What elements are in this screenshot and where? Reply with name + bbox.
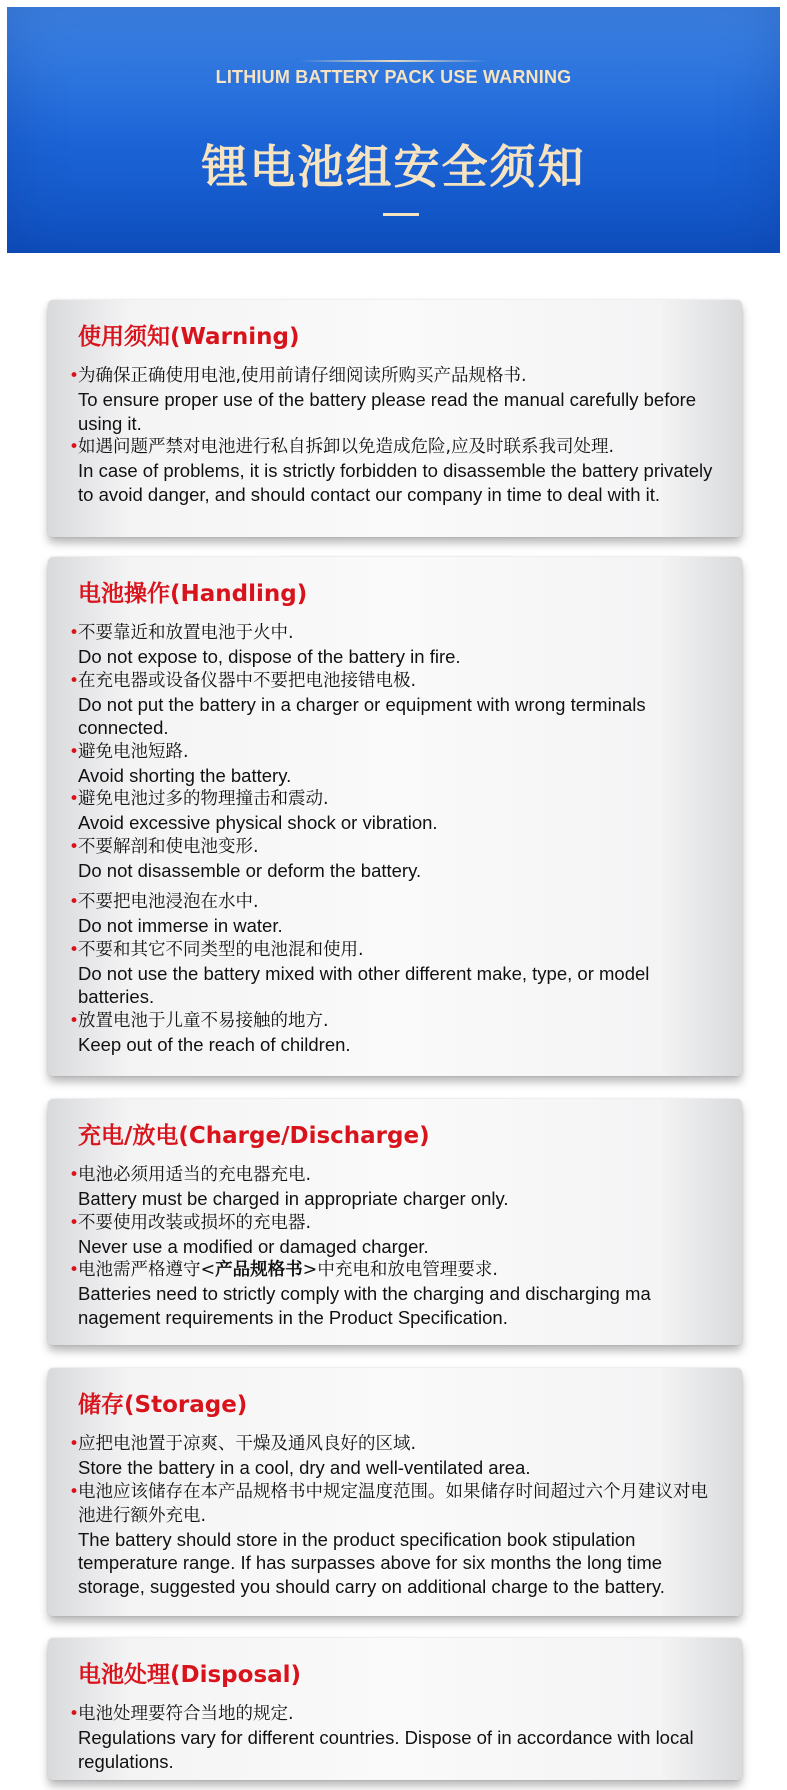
list-item bbox=[69, 1480, 724, 1599]
item-zh bbox=[78, 1258, 724, 1282]
bullet-dot: • bbox=[69, 623, 80, 643]
section-title: 电池操作(Handling) bbox=[78, 581, 308, 607]
bullet-dot: • bbox=[69, 1434, 80, 1454]
bullet-dot: • bbox=[69, 789, 80, 809]
banner-title: 锂电池组安全须知 bbox=[201, 140, 586, 194]
list-item bbox=[69, 364, 724, 435]
item-zh: 不要把电池浸泡在水中. bbox=[78, 892, 259, 912]
list-item bbox=[69, 740, 724, 788]
item-en: Regulations vary for different countries. Dispose of in accordance with local regulations. bbox=[78, 1727, 694, 1772]
subtitle-highlight-line bbox=[299, 60, 489, 62]
section-storage bbox=[48, 1368, 742, 1616]
item-zh: 避免电池过多的物理撞击和震动. bbox=[78, 789, 329, 809]
item-zh: 不要解剖和使电池变形. bbox=[78, 836, 259, 857]
bullet-dot: • bbox=[69, 366, 80, 386]
bullet-dot: • bbox=[69, 1212, 80, 1233]
list-item bbox=[69, 621, 724, 669]
item-en: Avoid excessive physical shock or vibration. bbox=[78, 812, 438, 833]
item-zh: 应把电池置于凉爽、干燥及通风良好的区域. bbox=[78, 1434, 417, 1454]
item-zh: 电池必须用适当的充电器充电. bbox=[78, 1165, 312, 1185]
item-en: Do not immerse in water. bbox=[78, 915, 283, 936]
item-zh: 避免电池短路. bbox=[78, 741, 189, 762]
list-item bbox=[69, 1702, 724, 1773]
list-item bbox=[69, 1258, 724, 1329]
bullet-dot: • bbox=[69, 1010, 80, 1031]
item-en: In case of problems, it is strictly forbidden to disassemble the battery privately to avoid danger, and should contact our company in time to deal with it. bbox=[78, 460, 713, 505]
list-item bbox=[69, 787, 724, 835]
item-en: Keep out of the reach of children. bbox=[78, 1033, 351, 1055]
item-en: Do not use the battery mixed with other different make, type, or model batteries. bbox=[78, 962, 650, 1007]
banner-subtitle: LITHIUM BATTERY PACK USE WARNING bbox=[215, 67, 572, 87]
bullet-dot: • bbox=[69, 1260, 80, 1280]
item-zh: 放置电池于儿童不易接触的地方. bbox=[78, 1010, 329, 1031]
item-zh: 如遇问题严禁对电池进行私自拆卸以免造成危险,应及时联系我司处理. bbox=[78, 437, 615, 457]
item-en: Do not put the battery in a charger or equipment with wrong terminals connected. bbox=[78, 693, 646, 738]
list-item bbox=[69, 669, 724, 740]
item-zh-part: >中充电和放电管理要求. bbox=[302, 1260, 498, 1280]
bullet-dot: • bbox=[69, 437, 80, 457]
item-zh: 不要靠近和放置电池于火中. bbox=[78, 623, 294, 643]
bullet-dot: • bbox=[69, 892, 80, 912]
item-zh: 不要使用改装或损坏的充电器. bbox=[78, 1212, 312, 1233]
list-item bbox=[69, 835, 724, 883]
item-zh: 电池应该储存在本产品规格书中规定温度范围。如果储存时间超过六个月建议对电池进行额外充电. bbox=[78, 1481, 708, 1526]
item-zh: 电池处理要符合当地的规定. bbox=[78, 1704, 294, 1724]
section-handling bbox=[48, 557, 742, 1076]
section-disposal bbox=[48, 1638, 742, 1780]
item-zh: 在充电器或设备仪器中不要把电池接错电极. bbox=[78, 670, 417, 691]
item-en: Avoid shorting the battery. bbox=[78, 764, 292, 786]
item-zh-emphasis: 产品规格书 bbox=[215, 1260, 303, 1280]
list-item bbox=[69, 890, 724, 938]
item-en: Store the battery in a cool, dry and well-ventilated area. bbox=[78, 1457, 531, 1478]
item-zh-part: 电池需严格遵守< bbox=[78, 1260, 216, 1280]
list-item bbox=[69, 1163, 724, 1211]
item-zh: 不要和其它不同类型的电池混和使用. bbox=[78, 939, 364, 960]
bullet-dot: • bbox=[69, 939, 80, 960]
item-zh: 为确保正确使用电池,使用前请仔细阅读所购买产品规格书. bbox=[78, 366, 527, 386]
item-en: Battery must be charged in appropriate charger only. bbox=[78, 1188, 509, 1209]
bullet-dot: • bbox=[69, 836, 80, 857]
list-item bbox=[69, 1211, 724, 1259]
item-en: To ensure proper use of the battery please read the manual carefully before using it. bbox=[78, 389, 697, 434]
section-charge-discharge bbox=[48, 1099, 742, 1345]
bullet-dot: • bbox=[69, 670, 80, 691]
bullet-dot: • bbox=[69, 1165, 80, 1185]
section-title: 充电/放电(Charge/Discharge) bbox=[78, 1123, 430, 1149]
list-item bbox=[69, 435, 724, 506]
list-item bbox=[69, 938, 724, 1009]
item-en: Never use a modified or damaged charger. bbox=[78, 1235, 429, 1257]
section-title: 使用须知(Warning) bbox=[78, 324, 300, 350]
item-en: Do not disassemble or deform the battery. bbox=[78, 859, 422, 881]
header-banner bbox=[7, 7, 780, 253]
list-item bbox=[69, 1009, 724, 1057]
bullet-dot: • bbox=[69, 741, 80, 762]
bullet-dot: • bbox=[69, 1481, 80, 1502]
item-en: Do not expose to, dispose of the battery in fire. bbox=[78, 646, 461, 667]
section-title: 电池处理(Disposal) bbox=[78, 1662, 302, 1688]
item-en: Batteries need to strictly comply with the charging and discharging ma nagement requirements in the Product Specification. bbox=[78, 1283, 651, 1328]
title-divider bbox=[383, 213, 419, 216]
item-en: The battery should store in the product specification book stipulation temperature range. If has surpasses above for six months the long time storage, suggested you should carry on additional charge to the battery. bbox=[78, 1528, 665, 1597]
section-title: 储存(Storage) bbox=[78, 1392, 248, 1418]
bullet-dot: • bbox=[69, 1704, 80, 1724]
section-warning bbox=[48, 300, 742, 537]
list-item bbox=[69, 1432, 724, 1480]
